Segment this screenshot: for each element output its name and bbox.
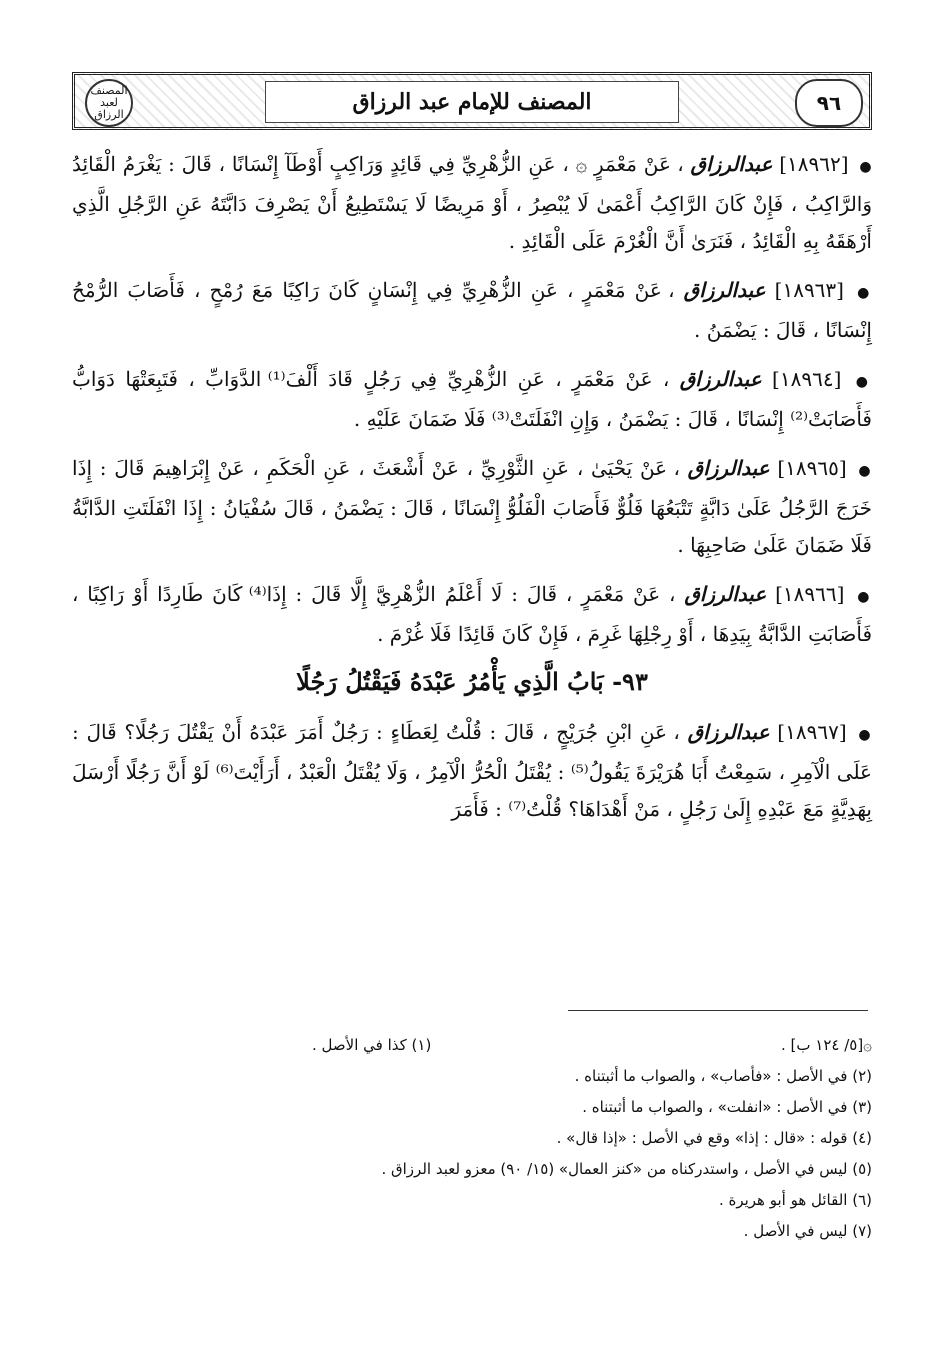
hadith-text: ، عَنْ مَعْمَرٍ ۞ ، عَنِ الزُّهْرِيِّ فِي قَائِدٍ وَرَاكِبٍ أَوْطَآ إِنْسَانًا ، قَالَ : يَغْرَمُ الْقَائِدُ وَالرَّاكِبُ ، فَإِنْ كَانَ الرَّاكِبُ أَعْمَىٰ لَا يُبْصِرُ ، أَوْ مَرِيضًا لَا يَسْتَطِيعُ أَنْ يَصْرِفَ دَابَّتَهُ عَنِ الرَّجُلِ الَّذِي أَرْهَقَهُ بِهِ الْقَائِدُ ، فَنَرَىٰ أَنَّ الْغُرْمَ عَلَى الْقَائِدِ . bbox=[72, 152, 872, 253]
hadith-author: عبدالرزاق bbox=[683, 278, 766, 302]
hadith-author: عبدالرزاق bbox=[679, 367, 762, 391]
bullet-icon: ● bbox=[858, 727, 873, 743]
hadith-paragraph bbox=[72, 146, 872, 260]
footnote-item: (٢) في الأصل : «فأصاب» ، والصواب ما أثبتناه . bbox=[574, 1067, 872, 1085]
hadith-number: [١٨٩٦٥] bbox=[777, 456, 847, 480]
hadith-author: عبدالرزاق bbox=[687, 456, 770, 480]
hadith-number: [١٨٩٦٣] bbox=[774, 278, 844, 302]
hadith-number: [١٨٩٦٧] bbox=[777, 720, 847, 744]
hadith-number: [١٨٩٦٦] bbox=[775, 582, 845, 606]
hadith-paragraph bbox=[72, 576, 872, 653]
hadith-paragraph bbox=[72, 361, 872, 438]
footnote-item: (٧) ليس في الأصل . bbox=[743, 1222, 872, 1240]
hadith-number: [١٨٩٦٢] bbox=[779, 152, 849, 176]
footnote-divider bbox=[568, 1010, 868, 1011]
hadith-paragraph bbox=[72, 450, 872, 564]
hadith-author: عبدالرزاق bbox=[690, 152, 773, 176]
footnote-item: (١) كذا في الأصل . bbox=[312, 1036, 432, 1054]
bullet-icon: ● bbox=[857, 589, 873, 605]
footnote-item: (٤) قوله : «قال : إذا» وقع في الأصل : «إذا قال» . bbox=[556, 1129, 872, 1147]
main-text bbox=[72, 146, 872, 840]
hadith-text: ، عَنِ ابْنِ جُرَيْجٍ ، قَالَ : قُلْتُ لِعَطَاءٍ : رَجُلٌ أَمَرَ عَبْدَهُ أَنْ يَقْتُلَ رَجُلًا؟ قَالَ : عَلَى الْآمِرِ ، سَمِعْتُ أَبَا هُرَيْرَةَ يَقُولُ⁽⁵⁾ : يُقْتَلُ الْحُرُّ الْآمِرُ ، وَلَا يُقْتَلُ الْعَبْدُ ، أَرَأَيْتَ⁽⁶⁾ لَوْ أَنَّ رَجُلًا أَرْسَلَ بِهَدِيَّةٍ مَعَ عَبْدِهِ إِلَىٰ رَجُلٍ ، مَنْ أَهْدَاهَا؟ قُلْتُ⁽⁷⁾ : فَأَمَرَ bbox=[72, 720, 872, 821]
bullet-icon: ● bbox=[855, 374, 873, 390]
hadith-author: عبدالرزاق bbox=[687, 720, 770, 744]
footnote-first-line bbox=[72, 1030, 872, 1061]
page-number: ٩٦ bbox=[795, 79, 863, 127]
hadith-author: عبدالرزاق bbox=[684, 582, 767, 606]
running-title: المصنف للإمام عبد الرزاق bbox=[265, 81, 679, 123]
hadith-text: ، عَنْ يَحْيَىٰ ، عَنِ الثَّوْرِيِّ ، عَنْ أَشْعَثَ ، عَنِ الْحَكَمِ ، عَنْ إِبْرَاهِيمَ قَالَ : إِذَا خَرَجَ الرَّجُلُ عَلَىٰ دَابَّةٍ تَتْبَعُهَا فَلُوٌّ فَأَصَابَ الْفَلُوُّ إِنْسَانًا ، قَالَ : يَضْمَنُ ، قَالَ سُفْيَانُ : إِذَا انْفَلَتَتِ الدَّابَّةُ فَلَا ضَمَانَ عَلَىٰ صَاحِبِهَا . bbox=[72, 456, 872, 557]
hadith-text: ، عَنْ مَعْمَرٍ ، عَنِ الزُّهْرِيِّ فِي إِنْسَانٍ كَانَ رَاكِبًا مَعَ رُمْحٍ ، فَأَصَابَ الرُّمْحُ إِنْسَانًا ، قَالَ : يَضْمَنُ . bbox=[72, 278, 872, 342]
folio-reference: ۞[٥/ ١٢٤ ب] . bbox=[781, 1036, 872, 1054]
bullet-icon: ● bbox=[859, 159, 872, 175]
ornament-seal-icon: المصنف لعبد الرزاق bbox=[85, 79, 133, 127]
footnote-item: (٥) ليس في الأصل ، واستدركناه من «كنز العمال» (١٥/ ٩٠) معزو لعبد الرزاق . bbox=[381, 1160, 872, 1178]
page-header bbox=[72, 72, 872, 130]
footnote-item: (٣) في الأصل : «انفلت» ، والصواب ما أثبتناه . bbox=[582, 1098, 872, 1116]
bullet-icon: ● bbox=[858, 463, 873, 479]
hadith-text: ، عَنْ مَعْمَرٍ ، قَالَ : لَا أَعْلَمُ الزُّهْرِيَّ إِلَّا قَالَ : إِذَا⁽⁴⁾ كَانَ طَارِدًا أَوْ رَاكِبًا ، فَأَصَابَتِ الدَّابَّةُ بِيَدِهَا ، أَوْ رِجْلِهَا غَرِمَ ، فَإِنْ كَانَ قَائِدًا فَلَا غُرْمَ . bbox=[72, 582, 872, 646]
bullet-icon: ● bbox=[857, 285, 872, 301]
footnote-item: (٦) القائل هو أبو هريرة . bbox=[718, 1191, 872, 1209]
hadith-number: [١٨٩٦٤] bbox=[772, 367, 842, 391]
footnotes bbox=[72, 1030, 872, 1247]
chapter-heading: ٩٣- بَابُ الَّذِي يَأْمُرُ عَبْدَهُ فَيَقْتُلُ رَجُلًا bbox=[296, 667, 648, 696]
hadith-text: ، عَنْ مَعْمَرٍ ، عَنِ الزُّهْرِيِّ فِي رَجُلٍ قَادَ أَلْفَ⁽¹⁾ الدَّوَابِّ ، فَتَبِعَتْهَا دَوَابُّ فَأَصَابَتْ⁽²⁾ إِنْسَانًا ، قَالَ : يَضْمَنُ ، وَإِنِ انْفَلَتَتْ⁽³⁾ فَلَا ضَمَانَ عَلَيْهِ . bbox=[72, 367, 872, 431]
hadith-paragraph bbox=[72, 272, 872, 349]
hadith-paragraph bbox=[72, 714, 872, 828]
